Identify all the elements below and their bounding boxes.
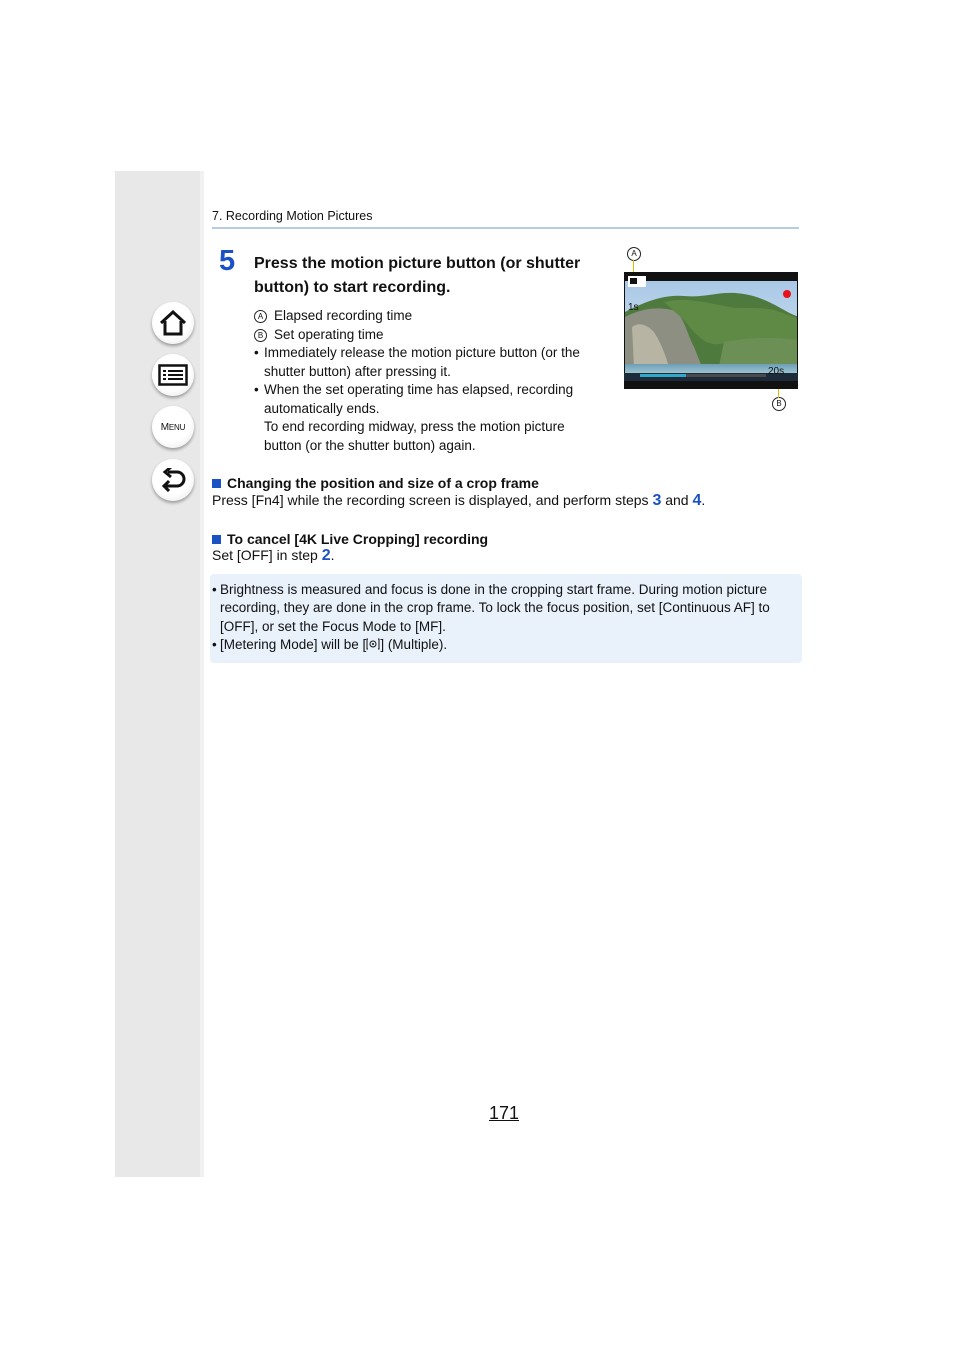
annotation-a: A <box>627 247 641 261</box>
note-line-3: [OFF], or set the Focus Mode to [MF]. <box>220 619 446 634</box>
bullet-1-text: Immediately release the motion picture button (or the shutter button) after pressing it. <box>264 345 580 379</box>
bullet-2-text: When the set operating time has elapsed, recording automatically ends. <box>264 382 574 416</box>
legend-text-b: Set operating time <box>274 327 384 342</box>
sidebar-edge <box>200 171 204 1177</box>
crop-frame-body <box>212 492 705 510</box>
contents-button[interactable] <box>152 354 194 396</box>
crop-text-mid: and <box>661 492 693 508</box>
square-bullet-icon <box>212 535 221 544</box>
list-icon <box>158 364 188 386</box>
legend-item-b <box>254 326 384 344</box>
legend-text-a: Elapsed recording time <box>274 308 413 323</box>
menu-button[interactable] <box>152 406 194 448</box>
crop-frame-heading <box>212 475 539 491</box>
operating-time: 20s <box>768 366 785 377</box>
progress-fill <box>640 374 686 377</box>
home-icon <box>159 310 187 336</box>
cancel-heading-text: To cancel [4K Live Cropping] recording <box>227 531 489 547</box>
crop-text-after: . <box>701 492 706 508</box>
step-ref-4[interactable]: 4 <box>692 492 702 509</box>
crop-text-before: Press [Fn4] while the recording screen is displayed, and perform steps <box>212 492 653 508</box>
note-box <box>210 574 802 663</box>
cancel-text-after: . <box>330 547 335 563</box>
crop-frame-heading-text: Changing the position and size of a crop frame <box>227 475 539 491</box>
legend-item-a <box>254 307 412 325</box>
square-bullet-icon <box>212 479 221 488</box>
menu-label <box>161 422 185 433</box>
header-rule <box>212 227 799 229</box>
note-line-4 <box>220 636 447 655</box>
multiple-metering-icon <box>366 638 380 650</box>
home-button[interactable] <box>152 302 194 344</box>
step-ref-3[interactable]: 3 <box>652 492 662 509</box>
menu-label-m: M <box>160 421 169 433</box>
bullet-2: • When the set operating time has elapsed, recording automatically ends. <box>254 382 574 416</box>
step-number: 5 <box>219 245 236 277</box>
note-line-2: recording, they are done in the crop frame. To lock the focus position, set [Continuous AF] to <box>220 600 770 615</box>
record-indicator <box>783 290 791 298</box>
cancel-text-before: Set [OFF] in step <box>212 547 322 563</box>
cancel-body <box>212 547 335 565</box>
bullet-2-continuation: To end recording midway, press the motion picture button (or the shutter button) again. <box>264 419 565 453</box>
camera-screen-illustration <box>624 272 798 389</box>
progress-track <box>686 374 766 377</box>
note-bullet-1: • <box>212 582 217 597</box>
section-breadcrumb: 7. Recording Motion Pictures <box>212 209 373 223</box>
back-button[interactable] <box>152 459 194 501</box>
cancel-heading <box>212 531 488 547</box>
step-ref-2[interactable]: 2 <box>321 547 331 564</box>
marker-a: A <box>254 310 267 323</box>
note-line-1: Brightness is measured and focus is done in the cropping start frame. During motion picture <box>220 582 768 597</box>
marker-b: B <box>254 329 267 342</box>
back-icon <box>159 468 187 492</box>
bullet-1: • Immediately release the motion picture button (or the shutter button) after pressing it. <box>254 345 580 379</box>
note-line-4-before: [Metering Mode] will be [ <box>220 637 367 652</box>
annotation-b: B <box>772 397 786 411</box>
note-line-4-after: ] (Multiple). <box>380 637 448 652</box>
step-title: Press the motion picture button (or shutter button) to start recording. <box>254 255 581 296</box>
menu-label-rest: ENU <box>168 422 186 432</box>
note-bullet-2: • <box>212 637 217 652</box>
elapsed-time: 1s <box>628 302 639 313</box>
page-number: 171 <box>489 1103 520 1123</box>
